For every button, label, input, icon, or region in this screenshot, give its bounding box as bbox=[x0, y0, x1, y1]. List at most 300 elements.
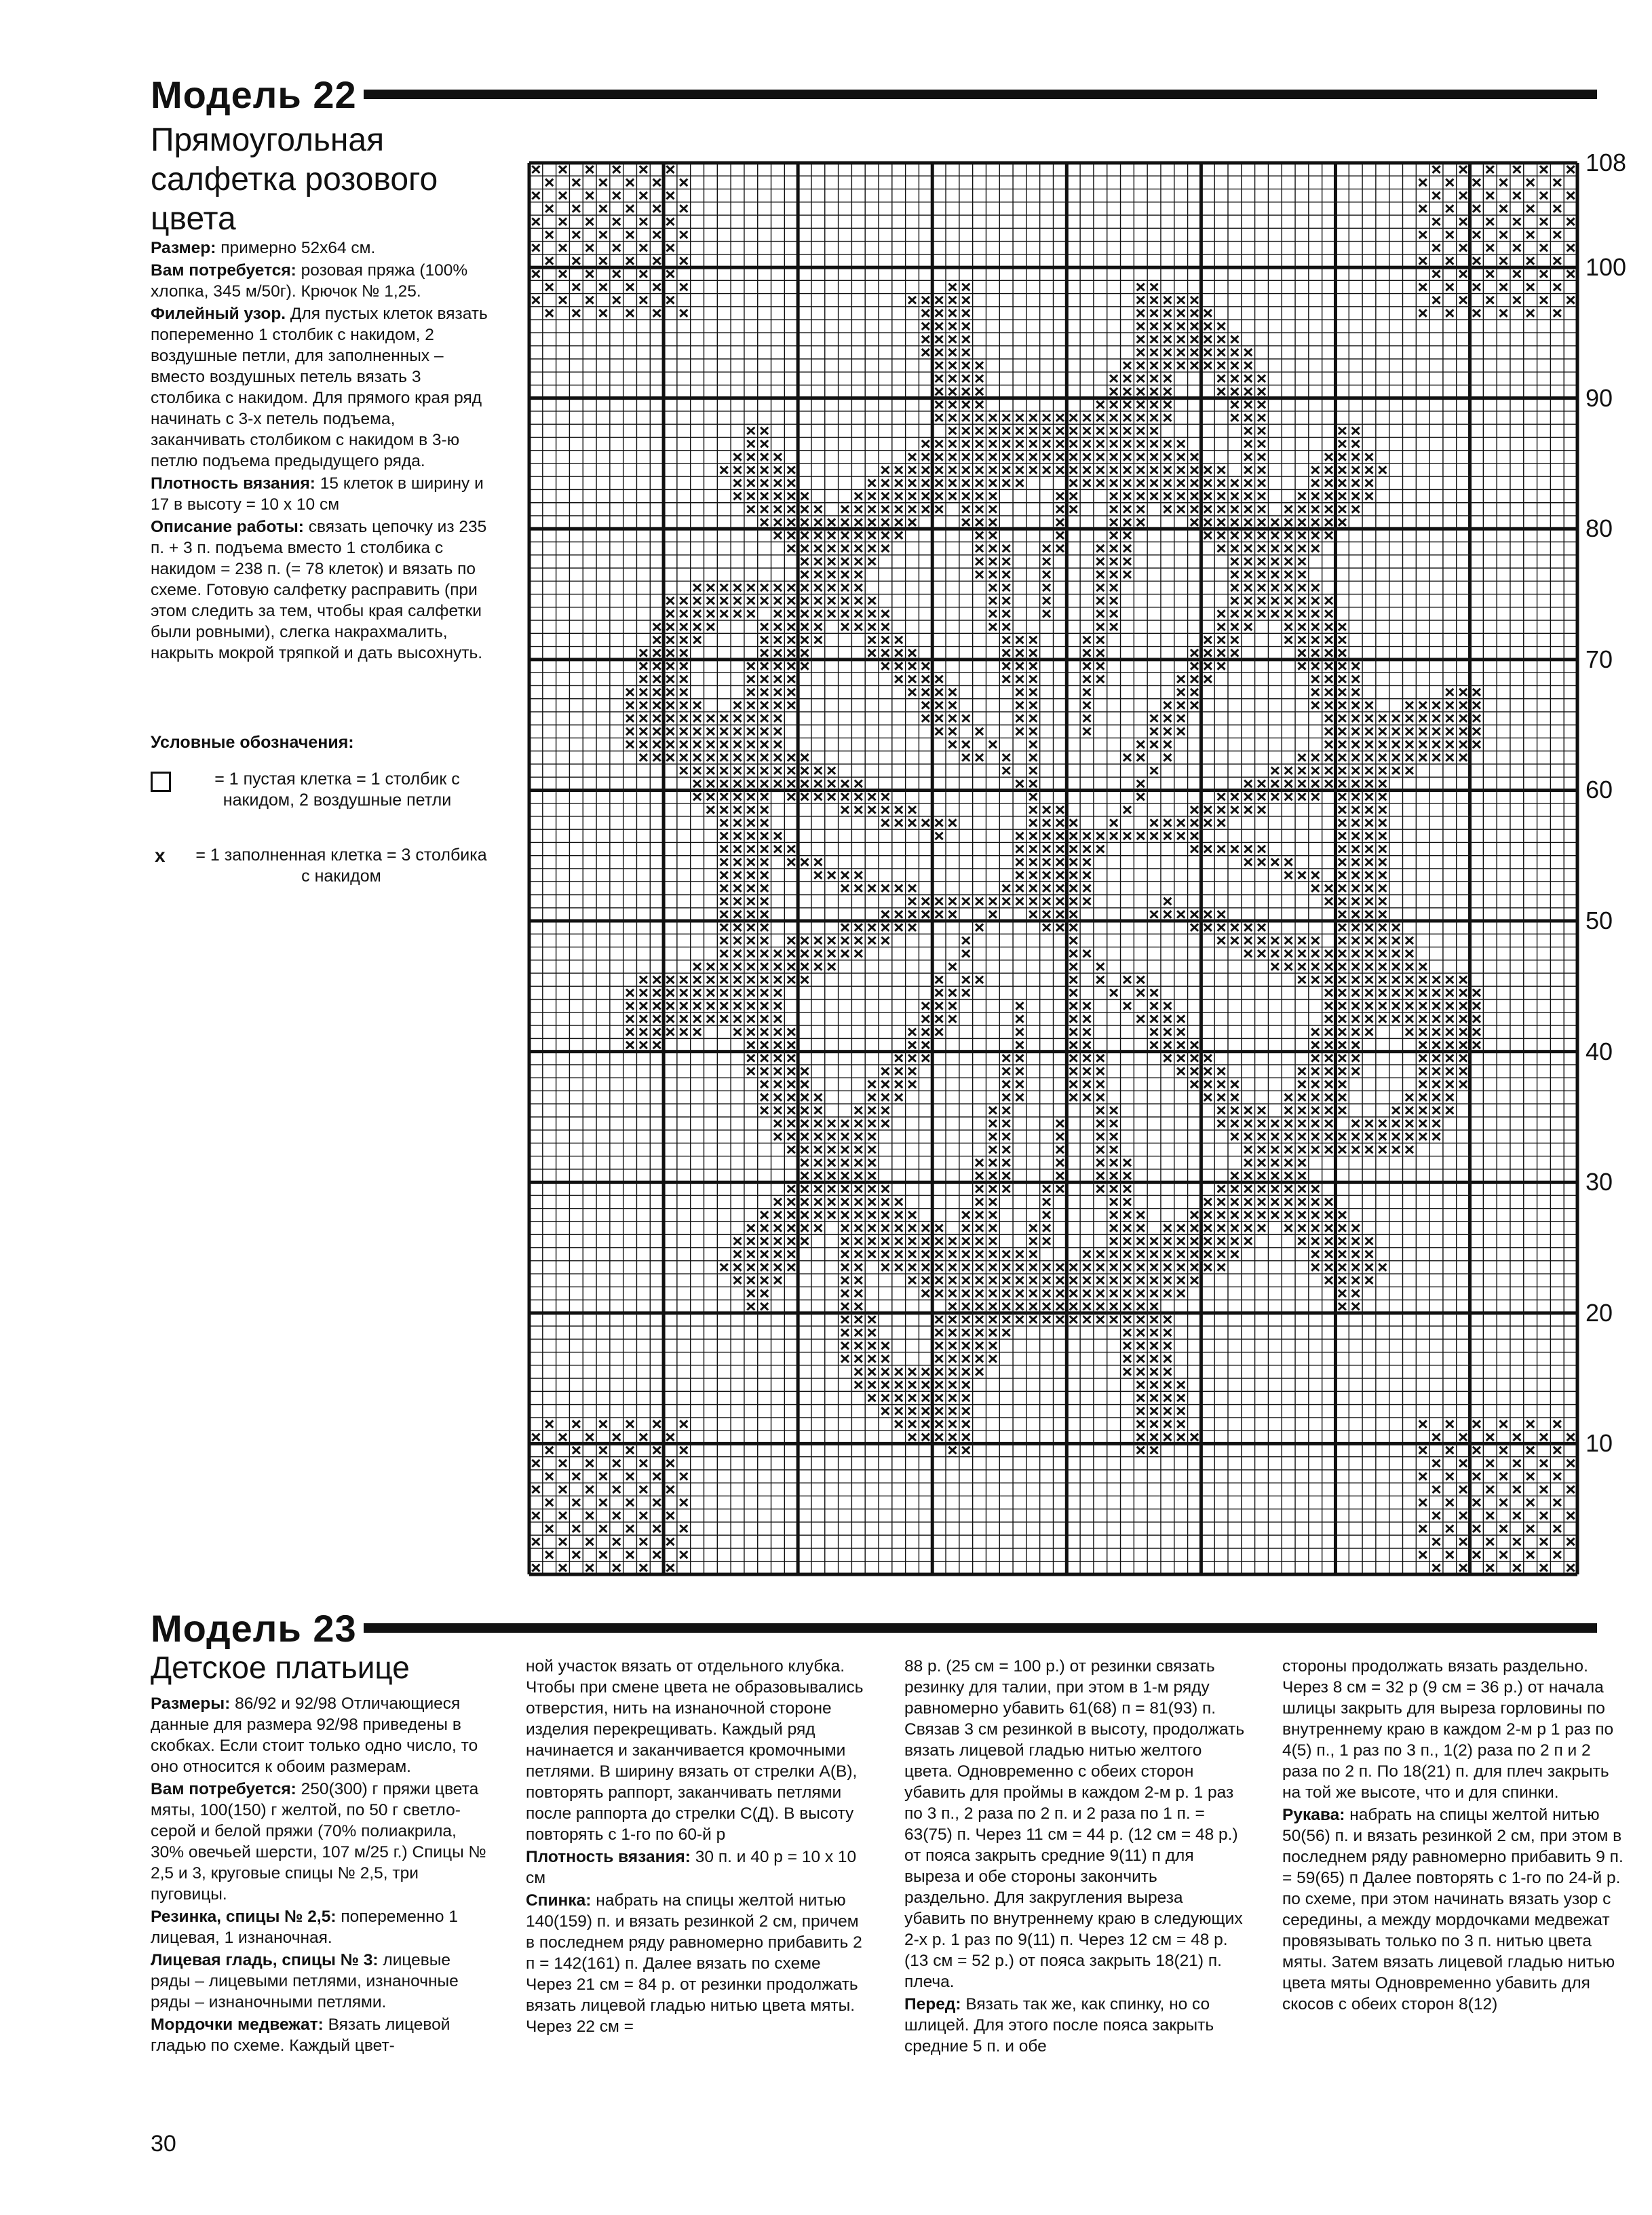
filled-cell bbox=[1191, 466, 1198, 474]
filled-cell bbox=[1298, 637, 1305, 644]
filled-cell bbox=[666, 1538, 674, 1546]
filled-cell bbox=[1231, 846, 1238, 853]
filled-cell bbox=[1432, 1015, 1440, 1023]
filled-cell bbox=[962, 1329, 969, 1336]
filled-cell bbox=[1352, 846, 1360, 853]
filled-cell bbox=[1083, 1316, 1090, 1323]
filled-cell bbox=[733, 584, 741, 592]
filled-cell bbox=[1151, 767, 1158, 774]
filled-cell bbox=[936, 1238, 943, 1245]
filled-cell bbox=[841, 1211, 849, 1219]
filled-cell bbox=[1406, 1133, 1413, 1141]
filled-cell bbox=[1432, 244, 1440, 252]
filled-cell bbox=[801, 1238, 809, 1245]
filled-cell bbox=[1164, 1251, 1171, 1258]
filled-cell bbox=[693, 1002, 701, 1010]
filled-cell bbox=[1231, 937, 1238, 945]
filled-cell bbox=[1339, 767, 1346, 774]
filled-cell bbox=[1473, 1551, 1480, 1559]
filled-cell bbox=[1191, 662, 1198, 670]
filled-cell bbox=[1271, 767, 1279, 774]
filled-cell bbox=[666, 192, 674, 200]
filled-cell bbox=[1365, 1028, 1372, 1036]
filled-cell bbox=[1298, 597, 1305, 605]
filled-cell bbox=[1339, 1264, 1346, 1271]
row-number-label: 100 bbox=[1586, 253, 1627, 282]
filled-cell bbox=[801, 963, 809, 970]
filled-cell bbox=[1365, 1146, 1372, 1154]
filled-cell bbox=[626, 989, 634, 997]
filled-cell bbox=[908, 506, 916, 513]
filled-cell bbox=[1123, 754, 1131, 761]
filled-cell bbox=[1070, 898, 1077, 905]
filled-cell bbox=[666, 675, 674, 683]
filled-cell bbox=[788, 480, 795, 487]
filled-cell bbox=[1244, 924, 1252, 931]
filled-cell bbox=[1446, 754, 1453, 761]
filled-cell bbox=[747, 466, 754, 474]
filled-cell bbox=[626, 179, 634, 187]
filled-cell bbox=[788, 702, 795, 709]
filled-cell bbox=[1003, 545, 1010, 552]
filled-cell bbox=[1459, 1434, 1467, 1441]
filled-cell bbox=[1123, 545, 1131, 552]
filled-cell bbox=[1432, 702, 1440, 709]
filled-cell bbox=[1486, 1538, 1494, 1546]
filled-cell bbox=[653, 715, 661, 722]
filled-cell bbox=[1177, 1015, 1185, 1023]
filled-cell bbox=[1137, 453, 1145, 461]
filled-cell bbox=[895, 1368, 902, 1376]
filled-cell bbox=[1406, 963, 1413, 970]
filled-cell bbox=[721, 610, 728, 618]
filled-cell bbox=[1339, 689, 1346, 696]
filled-cell bbox=[1083, 1276, 1090, 1284]
filled-cell bbox=[1285, 1159, 1292, 1167]
filled-cell bbox=[1379, 976, 1386, 983]
filled-cell bbox=[868, 1146, 876, 1154]
filled-cell bbox=[653, 1525, 661, 1532]
filled-cell bbox=[1339, 885, 1346, 892]
filled-cell bbox=[1432, 1512, 1440, 1519]
filled-cell bbox=[1325, 637, 1332, 644]
filled-cell bbox=[841, 1329, 849, 1336]
filled-cell bbox=[814, 571, 822, 578]
filled-cell bbox=[1311, 493, 1319, 500]
filled-cell bbox=[1500, 1447, 1507, 1454]
filled-cell bbox=[1244, 1198, 1252, 1206]
filled-cell bbox=[1500, 1473, 1507, 1480]
filled-cell bbox=[1554, 1525, 1561, 1532]
filled-cell bbox=[1554, 1447, 1561, 1454]
filled-cell bbox=[801, 754, 809, 761]
filled-cell bbox=[989, 1146, 997, 1154]
filled-cell bbox=[1003, 1094, 1010, 1101]
filled-cell bbox=[1311, 675, 1319, 683]
filled-cell bbox=[1473, 715, 1480, 722]
filled-cell bbox=[936, 506, 943, 513]
filled-cell bbox=[962, 1251, 969, 1258]
filled-cell bbox=[962, 1211, 969, 1219]
filled-cell bbox=[1123, 532, 1131, 539]
filled-cell bbox=[1164, 297, 1171, 304]
filled-cell bbox=[936, 1355, 943, 1363]
filled-cell bbox=[1379, 466, 1386, 474]
filled-cell bbox=[1218, 466, 1225, 474]
filled-cell bbox=[1231, 336, 1238, 343]
filled-cell bbox=[1016, 466, 1023, 474]
title-rule bbox=[364, 1623, 1597, 1633]
filled-cell bbox=[1446, 1042, 1453, 1049]
filled-cell bbox=[841, 597, 849, 605]
filled-cell bbox=[1083, 675, 1090, 683]
filled-cell bbox=[1043, 924, 1050, 931]
filled-cell bbox=[1043, 610, 1050, 618]
filled-cell bbox=[1258, 1159, 1265, 1167]
row-number-label: 50 bbox=[1586, 907, 1613, 935]
filled-cell bbox=[1446, 989, 1453, 997]
filled-cell bbox=[922, 1368, 929, 1376]
filled-cell bbox=[1325, 675, 1332, 683]
filled-cell bbox=[1151, 401, 1158, 409]
filled-cell bbox=[1459, 1538, 1467, 1546]
filled-cell bbox=[680, 649, 687, 657]
filled-cell bbox=[680, 1447, 687, 1454]
filled-cell-symbol: х bbox=[155, 845, 166, 866]
filled-cell bbox=[1218, 924, 1225, 931]
filled-cell bbox=[613, 166, 620, 173]
filled-cell bbox=[1244, 1172, 1252, 1179]
filled-cell bbox=[936, 414, 943, 421]
filled-cell bbox=[1056, 453, 1064, 461]
filled-cell bbox=[559, 270, 566, 278]
filled-cell bbox=[788, 1238, 795, 1245]
filled-cell bbox=[1258, 950, 1265, 958]
filled-cell bbox=[1083, 480, 1090, 487]
filled-cell bbox=[1029, 1264, 1037, 1271]
row-number-label: 108 bbox=[1586, 149, 1627, 176]
filled-cell bbox=[1339, 1002, 1346, 1010]
filled-cell bbox=[788, 1055, 795, 1062]
filled-cell bbox=[948, 1368, 956, 1376]
filled-cell bbox=[841, 1186, 849, 1193]
filled-cell bbox=[1070, 976, 1077, 983]
filled-cell bbox=[1003, 440, 1010, 448]
filled-cell bbox=[1043, 545, 1050, 552]
filled-cell bbox=[922, 1002, 929, 1010]
filled-cell bbox=[707, 1002, 714, 1010]
filled-cell bbox=[1406, 715, 1413, 722]
filled-cell bbox=[693, 976, 701, 983]
filled-cell bbox=[922, 1420, 929, 1428]
filled-cell bbox=[1486, 218, 1494, 225]
filled-cell bbox=[948, 689, 956, 696]
filled-cell bbox=[1003, 466, 1010, 474]
filled-cell bbox=[1056, 819, 1064, 827]
filled-cell bbox=[1446, 1525, 1453, 1532]
filled-cell bbox=[828, 558, 835, 565]
filled-cell bbox=[976, 506, 983, 513]
filled-cell bbox=[855, 1368, 862, 1376]
filled-cell bbox=[666, 741, 674, 749]
filled-cell bbox=[1151, 480, 1158, 487]
filled-cell bbox=[733, 1002, 741, 1010]
filled-cell bbox=[1231, 924, 1238, 931]
filled-cell bbox=[801, 1094, 809, 1101]
filled-cell bbox=[1244, 414, 1252, 421]
filled-cell bbox=[680, 728, 687, 736]
filled-cell bbox=[680, 1420, 687, 1428]
filled-cell bbox=[1151, 1290, 1158, 1298]
filled-cell bbox=[1016, 1094, 1023, 1101]
filled-cell bbox=[828, 767, 835, 774]
row-number-label: 90 bbox=[1586, 383, 1613, 412]
filled-cell bbox=[761, 675, 768, 683]
paragraph-label: Плотность вязания: bbox=[151, 474, 315, 493]
filled-cell bbox=[1204, 1238, 1212, 1245]
filled-cell bbox=[559, 1434, 566, 1441]
filled-cell bbox=[1003, 1159, 1010, 1167]
filled-cell bbox=[653, 1473, 661, 1480]
filled-cell bbox=[922, 506, 929, 513]
filled-cell bbox=[1352, 1303, 1360, 1310]
filled-cell bbox=[1043, 584, 1050, 592]
filled-cell bbox=[747, 885, 754, 892]
filled-cell bbox=[1137, 401, 1145, 409]
filled-cell bbox=[1083, 440, 1090, 448]
filled-cell bbox=[1164, 466, 1171, 474]
filled-cell bbox=[855, 950, 862, 958]
filled-cell bbox=[559, 1486, 566, 1494]
filled-cell bbox=[1096, 597, 1104, 605]
filled-cell bbox=[1096, 833, 1104, 840]
paragraph-text: набрать на спицы желтой нитью 50(56) п. и вязать резинкой 2 см, при этом в последнем ряду равномерно прибавить 9 п. = 59(65) п Далее повторять с 1-го по 24-й р. по схеме, при этом начинать вязать узор с середины, а между мордочками медвежат провязывать только по 3 п. нитью цвета мяты. Затем вязать лицевой гладью нитью цвета мяты Одновременно убавить для скосов с обеих сторон 8(12) bbox=[1282, 1806, 1624, 2013]
filled-cell bbox=[1231, 1224, 1238, 1232]
filled-cell bbox=[1352, 453, 1360, 461]
filled-cell bbox=[1432, 1002, 1440, 1010]
filled-cell bbox=[1567, 270, 1575, 278]
filled-cell bbox=[1365, 846, 1372, 853]
filled-cell bbox=[922, 493, 929, 500]
filled-cell bbox=[1016, 649, 1023, 657]
filled-cell bbox=[855, 1381, 862, 1388]
filled-cell bbox=[1459, 270, 1467, 278]
filled-cell bbox=[1244, 584, 1252, 592]
filled-cell bbox=[1204, 924, 1212, 931]
filled-cell bbox=[1258, 1198, 1265, 1206]
paragraph bbox=[526, 1656, 868, 1845]
paragraph-label: Резинка, спицы № 2,5: bbox=[151, 1908, 337, 1926]
filled-cell bbox=[1003, 610, 1010, 618]
filled-cell bbox=[1446, 1551, 1453, 1559]
filled-cell bbox=[747, 493, 754, 500]
filled-cell bbox=[828, 584, 835, 592]
filled-cell bbox=[1392, 1120, 1400, 1127]
filled-cell bbox=[868, 532, 876, 539]
paragraph-text: стороны продолжать вязать раздельно. Через 8 см = 32 р (9 см = 36 р.) от начала шлицы закрыть для выреза горловины по внутреннему краю в каждом 2-м р 1 раз по 4(5) п., 1 раз по 3 п., 1(2) раза по 2 п и 2 раза по 2 п. По 18(21) п. для плеч закрыть на той же высоте, что и для спинки. bbox=[1282, 1657, 1614, 1802]
filled-cell bbox=[1325, 1094, 1332, 1101]
filled-cell bbox=[1083, 1303, 1090, 1310]
filled-cell bbox=[1003, 675, 1010, 683]
filled-cell bbox=[908, 1395, 916, 1402]
filled-cell bbox=[1151, 1329, 1158, 1336]
filled-cell bbox=[733, 885, 741, 892]
filled-cell bbox=[855, 885, 862, 892]
filled-cell bbox=[1419, 1525, 1427, 1532]
filled-cell bbox=[1096, 453, 1104, 461]
filled-cell bbox=[962, 976, 969, 983]
filled-cell bbox=[1123, 1276, 1131, 1284]
filled-cell bbox=[680, 610, 687, 618]
filled-cell bbox=[1419, 1420, 1427, 1428]
filled-cell bbox=[828, 1133, 835, 1141]
filled-cell bbox=[1070, 466, 1077, 474]
filled-cell bbox=[801, 597, 809, 605]
filled-cell bbox=[1218, 493, 1225, 500]
filled-cell bbox=[666, 1002, 674, 1010]
filled-cell bbox=[721, 885, 728, 892]
filled-cell bbox=[895, 649, 902, 657]
filled-cell bbox=[1218, 362, 1225, 369]
filled-cell bbox=[1096, 440, 1104, 448]
filled-cell bbox=[1311, 623, 1319, 630]
filled-cell bbox=[989, 571, 997, 578]
filled-cell bbox=[1218, 1198, 1225, 1206]
filled-cell bbox=[733, 1238, 741, 1245]
filled-cell bbox=[721, 898, 728, 905]
filled-cell bbox=[1432, 976, 1440, 983]
filled-cell bbox=[948, 414, 956, 421]
filled-cell bbox=[1298, 649, 1305, 657]
filled-cell bbox=[1446, 1499, 1453, 1507]
filled-cell bbox=[814, 637, 822, 644]
filled-cell bbox=[1110, 1251, 1117, 1258]
paragraph bbox=[1282, 1656, 1628, 1803]
filled-cell bbox=[640, 1028, 647, 1036]
filled-cell bbox=[653, 976, 661, 983]
filled-cell bbox=[1298, 623, 1305, 630]
filled-cell bbox=[1204, 675, 1212, 683]
filled-cell bbox=[1003, 1120, 1010, 1127]
filled-cell bbox=[814, 858, 822, 866]
filled-cell bbox=[1258, 584, 1265, 592]
filled-cell bbox=[1365, 950, 1372, 958]
filled-cell bbox=[788, 597, 795, 605]
filled-cell bbox=[962, 950, 969, 958]
filled-cell bbox=[1151, 493, 1158, 500]
filled-cell bbox=[1432, 166, 1440, 173]
filled-cell bbox=[747, 715, 754, 722]
filled-cell bbox=[1218, 610, 1225, 618]
filled-cell bbox=[640, 715, 647, 722]
filled-cell bbox=[1540, 1512, 1548, 1519]
filled-cell bbox=[1298, 1159, 1305, 1167]
filled-cell bbox=[922, 675, 929, 683]
filled-cell bbox=[573, 1420, 580, 1428]
filled-cell bbox=[881, 793, 889, 801]
filled-cell bbox=[1043, 911, 1050, 918]
filled-cell bbox=[922, 911, 929, 918]
filled-cell bbox=[1137, 1329, 1145, 1336]
filled-cell bbox=[1016, 858, 1023, 866]
filled-cell bbox=[1151, 375, 1158, 383]
filled-cell bbox=[1083, 858, 1090, 866]
filled-cell bbox=[1446, 1028, 1453, 1036]
filled-cell bbox=[761, 649, 768, 657]
row-number-label: 40 bbox=[1586, 1037, 1613, 1065]
filled-cell bbox=[1231, 597, 1238, 605]
filled-cell bbox=[962, 989, 969, 997]
filled-cell bbox=[1419, 257, 1427, 265]
filled-cell bbox=[1070, 1015, 1077, 1023]
filled-cell bbox=[788, 1251, 795, 1258]
filled-cell bbox=[1016, 428, 1023, 435]
filled-cell bbox=[1365, 702, 1372, 709]
filled-cell bbox=[841, 950, 849, 958]
filled-cell bbox=[855, 1238, 862, 1245]
filled-cell bbox=[895, 675, 902, 683]
filled-cell bbox=[908, 1381, 916, 1388]
filled-cell bbox=[733, 1264, 741, 1271]
filled-cell bbox=[1151, 414, 1158, 421]
filled-cell bbox=[788, 1081, 795, 1088]
filled-cell bbox=[1218, 793, 1225, 801]
filled-cell bbox=[559, 297, 566, 304]
filled-cell bbox=[680, 1002, 687, 1010]
filled-cell bbox=[1204, 322, 1212, 330]
filled-cell bbox=[599, 257, 607, 265]
filled-cell bbox=[908, 1042, 916, 1049]
filled-cell bbox=[1339, 518, 1346, 526]
filled-cell bbox=[1096, 1107, 1104, 1114]
filled-cell bbox=[1003, 637, 1010, 644]
filled-cell bbox=[1191, 506, 1198, 513]
filled-cell bbox=[1056, 414, 1064, 421]
filled-cell bbox=[680, 754, 687, 761]
filled-cell bbox=[1218, 545, 1225, 552]
filled-cell bbox=[801, 662, 809, 670]
filled-cell bbox=[761, 924, 768, 931]
model23-column-1 bbox=[151, 1693, 490, 2117]
filled-cell bbox=[1325, 1276, 1332, 1284]
filled-cell bbox=[1096, 1067, 1104, 1075]
filled-cell bbox=[1379, 911, 1386, 918]
filled-cell bbox=[1365, 453, 1372, 461]
filled-cell bbox=[1164, 1002, 1171, 1010]
filled-cell bbox=[733, 858, 741, 866]
filled-cell bbox=[1244, 480, 1252, 487]
filled-cell bbox=[1096, 675, 1104, 683]
filled-cell bbox=[1258, 806, 1265, 814]
filled-cell bbox=[1379, 937, 1386, 945]
filled-cell bbox=[1325, 1120, 1332, 1127]
paragraph-text: Вязать лицевой гладью по схеме. Каждый цвет- bbox=[151, 2015, 450, 2055]
filled-cell bbox=[1191, 833, 1198, 840]
filled-cell bbox=[855, 571, 862, 578]
filled-cell bbox=[922, 480, 929, 487]
filled-cell bbox=[908, 1264, 916, 1271]
filled-cell bbox=[948, 1342, 956, 1350]
filled-cell bbox=[1392, 924, 1400, 931]
filled-cell bbox=[1244, 401, 1252, 409]
filled-cell bbox=[1285, 558, 1292, 565]
filled-cell bbox=[1339, 637, 1346, 644]
row-number-label: 80 bbox=[1586, 514, 1613, 543]
filled-cell bbox=[1123, 571, 1131, 578]
filled-cell bbox=[1311, 662, 1319, 670]
filled-cell bbox=[1177, 480, 1185, 487]
filled-cell bbox=[1096, 1094, 1104, 1101]
